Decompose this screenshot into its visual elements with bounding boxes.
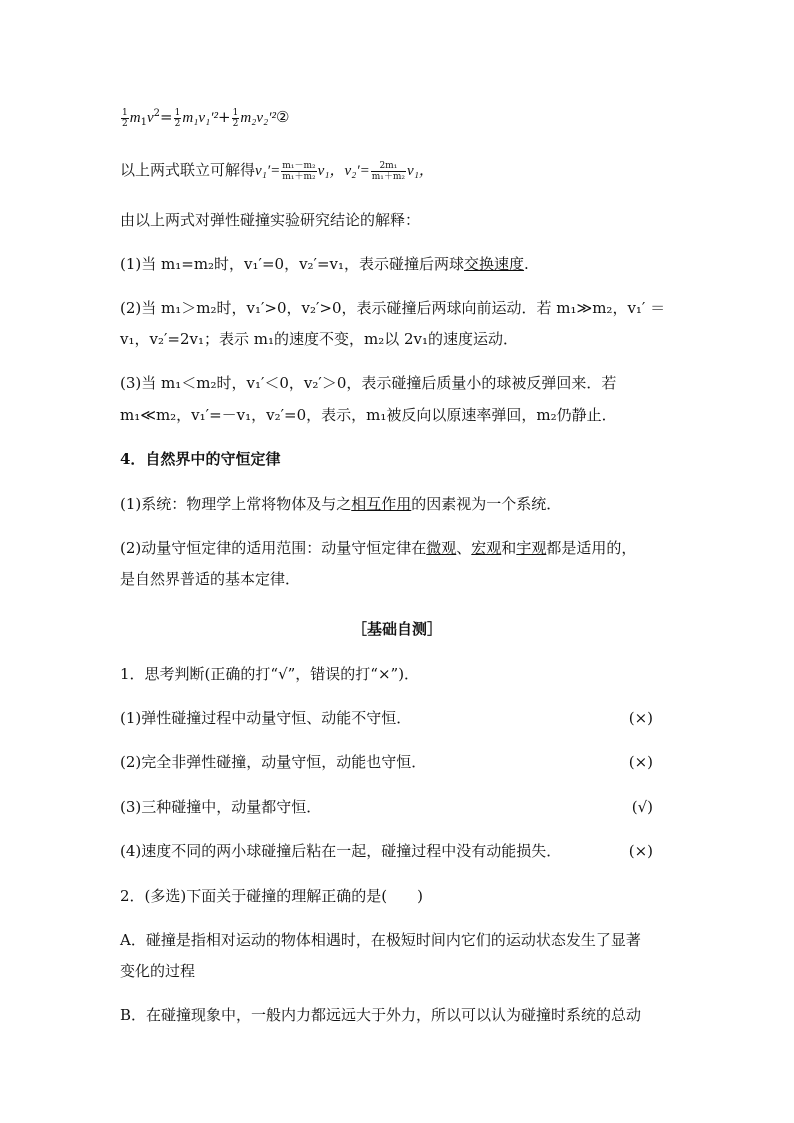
option-a-line2: 变化的过程: [120, 962, 196, 980]
case-3-line1: (3)当 m₁＜m₂时，v₁′＜0，v₂′＞0，表示碰撞后质量小的球被反弹回来．若: [120, 374, 617, 392]
case-2-line1: (2)当 m₁＞m₂时，v₁′>0，v₂′>0，表示碰撞后两球向前运动．若 m₁≫m₂，v₁′ ＝: [120, 299, 666, 317]
kinetic-energy-equation: $\frac{1}{2}$ $m_1v^2=$ $\frac{1}{2}$ m₁v₁′²+ $\frac{1}{2}$ m₂v₂′²②: [122, 107, 290, 129]
case-1: (1)当 m₁=m₂时，v₁′=0，v₂′=v₁，表示碰撞后两球交换速度.: [120, 255, 529, 273]
solution-line: 以上两式联立可解得v₁′= $\frac{\text{m₁－m₂}}{\text{m₁＋m₂}}$ v₁，v₂′= $\frac{\text{2m₁}}{\text{m₁＋m₂}}$ v₁，: [120, 160, 434, 182]
judgement-item: (1)弹性碰撞过程中动量守恒、动能不守恒．: [120, 709, 412, 727]
scope-line2: 是自然界普适的基本定律．: [120, 570, 301, 588]
question-2-title: 2．(多选)下面关于碰撞的理解正确的是( ): [120, 887, 423, 905]
judgement-item: (4)速度不同的两小球碰撞后粘在一起，碰撞过程中没有动能损失．: [120, 842, 562, 860]
judgement-mark: (×): [628, 709, 653, 727]
scope-line1: (2)动量守恒定律的适用范围：动量守恒定律在微观、宏观和宇观都是适用的，: [120, 539, 637, 557]
section-heading-4: 4．自然界中的守恒定律: [120, 450, 281, 468]
judgement-mark: (√): [631, 798, 653, 816]
judgement-item: (3)三种碰撞中，动量都守恒．: [120, 798, 322, 816]
judgement-item: (2)完全非弹性碰撞，动量守恒，动能也守恒．: [120, 753, 427, 771]
case-3-line2: m₁≪m₂，v₁′=－v₁，v₂′=0，表示，m₁被反向以原速率弹回，m₂仍静止．: [120, 406, 617, 424]
equation-marker: ②: [276, 108, 290, 126]
judgement-mark: (×): [628, 753, 653, 771]
half-fraction: $\frac{1}{2}$: [122, 107, 128, 129]
question-1-title: 1．思考判断(正确的打“√”，错误的打“×”)．: [120, 665, 420, 683]
fraction-v2: $\frac{\text{2m₁}}{\text{m₁＋m₂}}$: [371, 160, 406, 182]
judgement-mark: (×): [628, 842, 653, 860]
case-2-line2: v₁，v₂′=2v₁；表示 m₁的速度不变，m₂以 2v₁的速度运动．: [120, 330, 519, 348]
option-b-line1: B．在碰撞现象中，一般内力都远远大于外力，所以可以认为碰撞时系统的总动: [120, 1006, 642, 1024]
fraction-v1: $\frac{\text{m₁－m₂}}{\text{m₁＋m₂}}$: [282, 160, 316, 182]
explain-paragraph: 由以上两式对弹性碰撞实验研究结论的解释：: [120, 211, 421, 229]
system-definition: (1)系统：物理学上常将物体及与之相互作用的因素视为一个系统．: [120, 495, 562, 513]
self-test-heading: ［基础自测］: [351, 620, 442, 638]
option-a-line1: A．碰撞是指相对运动的物体相遇时，在极短时间内它们的运动状态发生了显著: [120, 931, 641, 949]
